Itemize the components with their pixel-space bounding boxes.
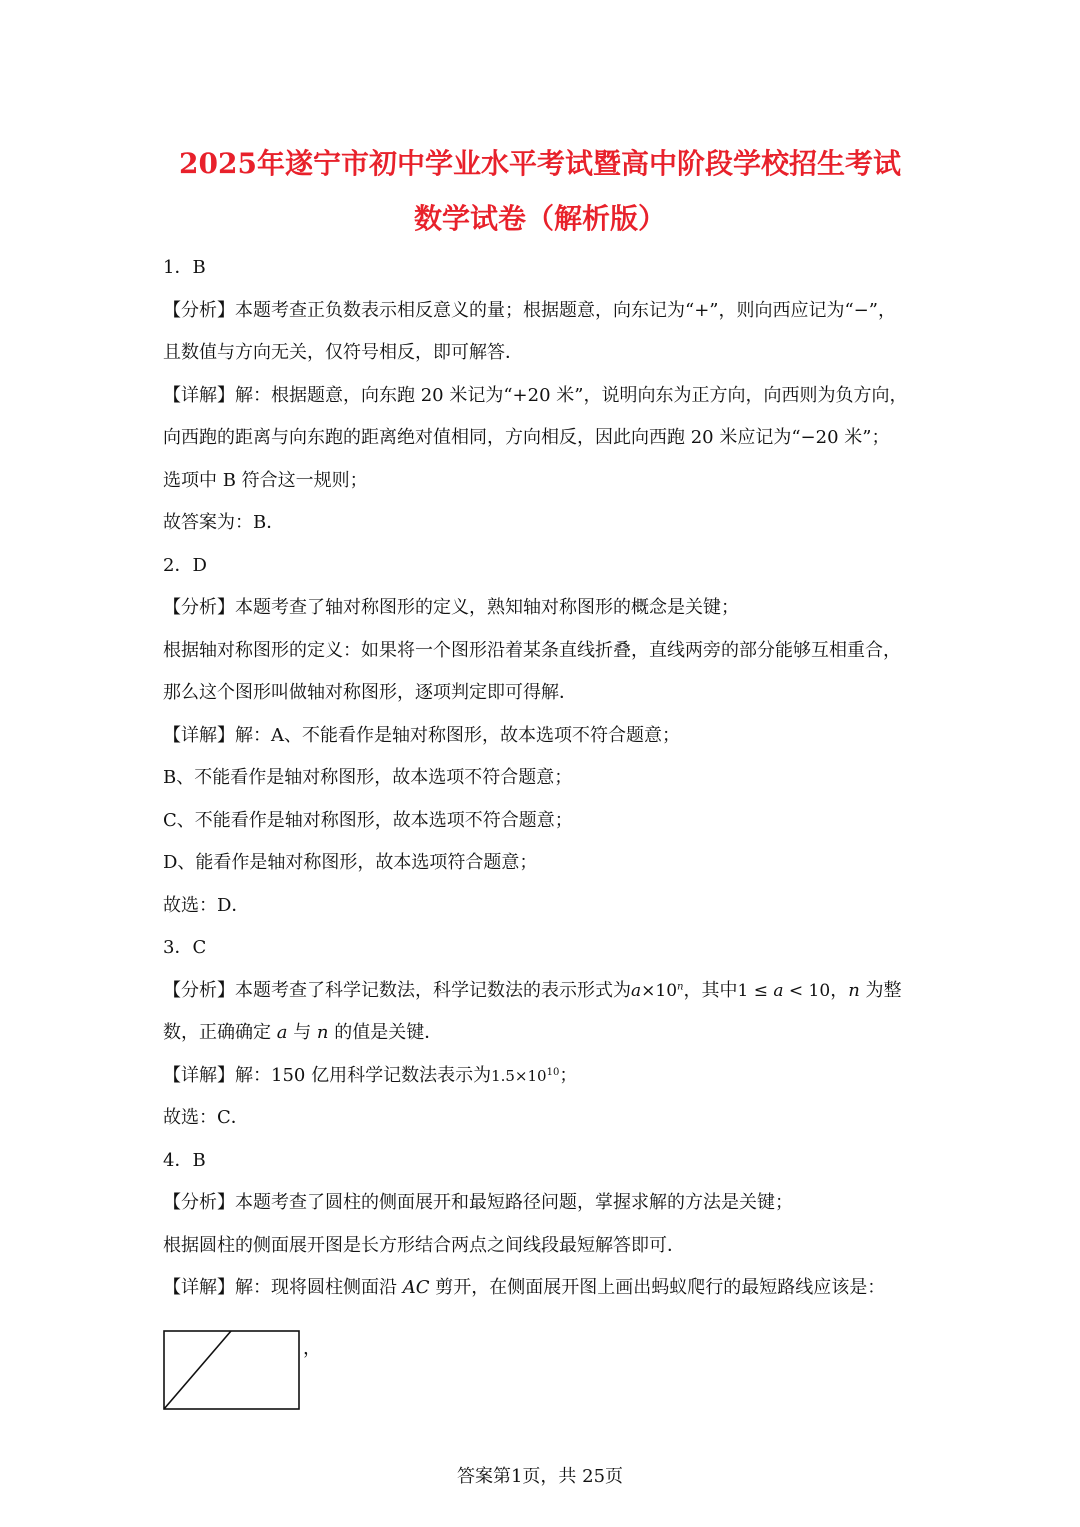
q2-detail-4: D、能看作是轴对称图形，故本选项符合题意；	[163, 852, 538, 873]
sci-exp: 10	[546, 1066, 560, 1078]
q3-detail-1	[163, 1055, 923, 1098]
q3-analysis2-text-c: 的值是关键．	[328, 1022, 443, 1043]
q4-detail-text-b: 剪开，在侧面展开图上画出蚂蚁爬行的最短路线应该是：	[429, 1277, 886, 1298]
q3-analysis2-text-b: 与	[287, 1022, 317, 1043]
page-footer: 答案第1页，共 25页	[456, 1466, 624, 1487]
q3-head: 3．C	[163, 937, 207, 958]
q2-analysis-3: 那么这个图形叫做轴对称图形，逐项判定即可得解．	[163, 682, 577, 703]
title-line-2: 数学试卷（解析版）	[413, 202, 666, 235]
q3-analysis-text-b: ，其中	[683, 979, 738, 1001]
q3-analysis-text-c: ，	[830, 979, 849, 1001]
q2-analysis-2: 根据轴对称图形的定义：如果将一个图形沿着某条直线折叠，直线两旁的部分能够互相重合，	[163, 639, 901, 661]
q2-detail-3: C、不能看作是轴对称图形，故本选项不符合题意；	[163, 809, 573, 831]
var-a: a	[276, 1022, 288, 1043]
sci-value	[491, 1067, 559, 1085]
unfolded-rectangle	[164, 1331, 299, 1409]
q2-detail-2: B、不能看作是轴对称图形，故本选项不符合题意；	[163, 767, 573, 788]
q2-head: 2．D	[163, 554, 207, 576]
q2-answer: 故选：D．	[163, 894, 250, 916]
q3-answer: 故选：C．	[163, 1107, 249, 1128]
q3-analysis-text-a: 【分析】本题考查了科学记数法，科学记数法的表示形式为	[163, 979, 631, 1001]
q2-detail-1: 【详解】解：A、不能看作是轴对称图形，故本选项不符合题意；	[163, 724, 680, 746]
q3-analysis-2	[163, 1012, 923, 1055]
q3-analysis-1	[163, 970, 923, 1013]
answer-content	[163, 247, 923, 1410]
sci-base: 1.5×10	[491, 1066, 547, 1085]
var-n: n	[848, 979, 860, 1001]
q1-answer: 故答案为：B．	[163, 512, 285, 533]
range-lo: 1 ≤	[737, 980, 774, 1001]
var-ac: AC	[402, 1277, 430, 1298]
q4-detail-text-a: 【详解】解：现将圆柱侧面沿	[163, 1277, 403, 1298]
figure-comma: ，	[303, 1337, 321, 1359]
q1-analysis-1: 【分析】本题考查正负数表示相反意义的量；根据题意，向东记为“+”，则向西应记为“−”，	[163, 299, 896, 321]
q1-detail-2: 向西跑的距离与向东跑的距离绝对值相同，方向相反，因此向西跑 20 米应记为“−20 米”；	[163, 427, 890, 448]
q3-analysis-text-d: 为整	[859, 979, 902, 1001]
q4-analysis-1: 【分析】本题考查了圆柱的侧面展开和最短路径问题，掌握求解的方法是关键；	[163, 1192, 793, 1213]
formula-a: a	[631, 980, 642, 1001]
q2-analysis-1: 【分析】本题考查了轴对称图形的定义，熟知轴对称图形的概念是关键；	[163, 597, 739, 618]
q4-detail-1	[163, 1267, 923, 1310]
range-inequality	[737, 981, 830, 1001]
q4-analysis-2: 根据圆柱的侧面展开图是长方形结合两点之间线段最短解答即可．	[163, 1234, 685, 1256]
rectangle-diagonal-diagram	[163, 1330, 301, 1412]
q1-detail-3: 选项中 B 符合这一规则；	[163, 469, 368, 491]
range-a: a	[773, 980, 784, 1001]
formula-n: n	[677, 980, 684, 992]
q1-detail-1: 【详解】解：根据题意，向东跑 20 米记为“+20 米”，说明向东为正方向，向西则为负方向，	[163, 384, 908, 406]
unfolded-cylinder-figure	[163, 1310, 923, 1410]
q3-detail-text-a: 【详解】解：150 亿用科学记数法表示为	[163, 1064, 492, 1086]
title-line-1: 2025年遂宁市初中学业水平考试暨高中阶段学校招生考试	[179, 147, 901, 180]
sci-notation-formula	[631, 981, 683, 1001]
q1-head: 1．B	[163, 257, 206, 278]
formula-times10: ×10	[641, 980, 678, 1001]
q1-analysis-2: 且数值与方向无关，仅符号相反，即可解答．	[163, 342, 523, 363]
var-n-2: n	[316, 1022, 329, 1043]
q3-analysis2-text-a: 数，正确确定	[163, 1022, 277, 1043]
q4-head: 4．B	[163, 1149, 206, 1171]
shortest-path-line	[164, 1331, 231, 1409]
range-hi: < 10	[783, 980, 831, 1001]
q3-detail-text-b: ；	[559, 1064, 578, 1086]
